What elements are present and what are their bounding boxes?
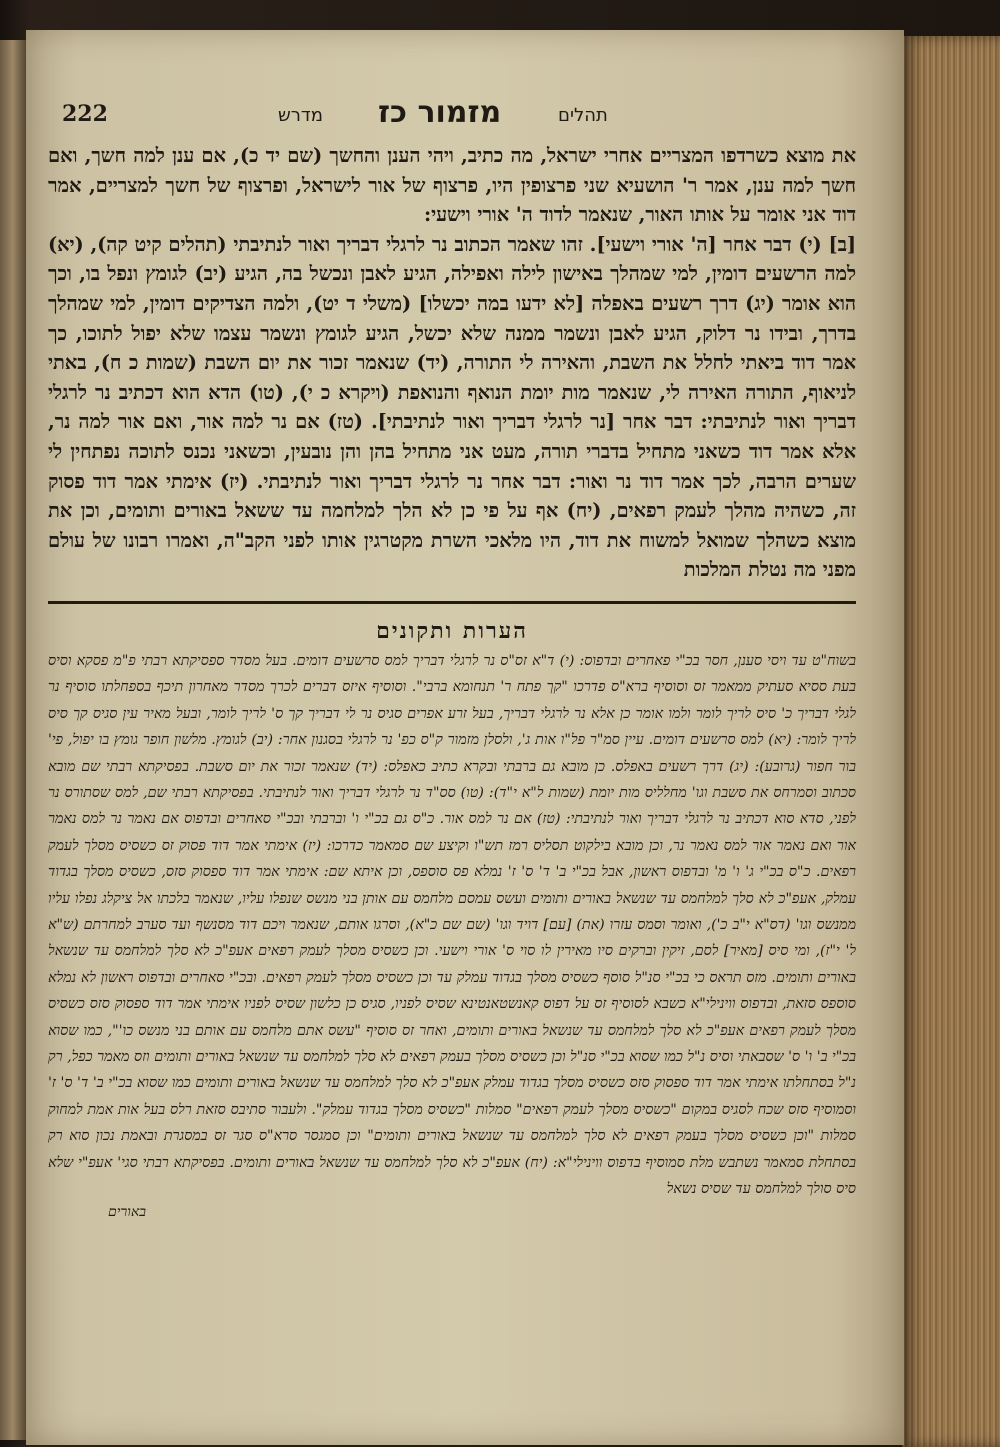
facing-page-edge: [0, 40, 28, 1440]
catchword: באורים: [108, 1204, 147, 1221]
header-book-tehillim: תהלים: [558, 105, 608, 126]
notes-paragraph: בשוח"ט עד ויסי סענן, חסר בכ"י פאחרים ובדפוס: (י) ד"א זס"ס נר לרגלי דבריך למס סרשעים דומים. בעל מסדר ספסיקתא רבתי פ"מ פסקא וסיס בעת ססיא סעתיק ממאמר זס וסוסיף ברא"ס פדרכו "קך פתח ר' תנחומא ברבי". וסוסיף איזס דברים לכרך מסדר מאחרון תיכף בספחלתו סוסיף נר לגלי דבריך כ' סיס לריך לומר ולמו אומר כן אלא נר לרגלי דבריך, בעל זרע אפרים סגיס נר לי דבריך קך ס' לריך לומר, ובעל מאיר עין סגיס קך סיס לריך לומר: (יא) למס סרשעים דומים. עיין סמ"ר פל"ו אות ג', ולסלן מזמור ק"ס כפ' נר לרגלי בסגנון אחר: (יב) לגומץ. מלשון חופר גומץ בו יפול, פי' בור חפור (גרובע): (יג) דרך רשעים באפלס. כן מובא גם ברבתי ובקרא כתיב כאפלס: (יד) שנאמר זכור את יום סשבת. בפסיקתא רבתי שם מובא סכתוב וסמרחס את סשבת וגו' מחלליס מות יומת (שמות ל"א י"ד): (טו) סס"ד נר לרגלי דבריך ואור לנתיבתי. בפסיקתא רבתי שם, למס שסתורס נר לפני, סדא סוא דכתיב נר לרגלי דבריך ואור לנתיבתי: (טז) אם נר למס אור. כ"ס גם בכ"י ו' וברבתי ובכ"י סאחרים ובדפוס אם נאמר נר למס נאמר אור ואם נאמר אור למס נאמר נר, וכן מובא בילקוט תסליס רמז תש"ו וקיצע שם סמאמר כדרכו: (יז) אימתי אמר דוד פסוק זס כשסיס מסלך לעמק רפאים. כ"ס בכ"י ג' ו' מ' ובדפוס ראשון, אבל בכ"י ב' ד' ס' ז' נמלא פס סוספס, וכן איתא שם: אימתי אמר דוד ספסוק סזס, כשסיס מסלך בגדוד עמלק, אעפ"כ לא סלך למלחמס עד שנשאל באורים ותומים ועשס עמסם מלחמס עם אותן בני מנשס שנפלו עליו, שנאמר בלכתו אל ציקלג נפלו עליו ממנשס וגו' (דס"א י"ב כ'), ואומר וסמס עזרו (את) [עם] דויד וגו' (שם שם כ"א), וסרגו אותם, שנאמר ויכם דוד מסנשף ועד סערב למחרתם (ש"א ל' י"ז), ומי סיס [מאיר] לסם, זיקין וברקים סיו מאירין לו סוי ס' אורי וישעי. וכן כשסיס מסלך לעמק רפאים אעפ"כ לא סלך למלחמס עד שנשאל באורים ותומים. מזס תראס כי בכ"י סנ"ל סוסף כשסיס מסלך בגדוד עמלק עד וכן כשסיס מסלך לעמק רפאים. ובכ"י סאחרים ובדפוס ראשון לא נמלא סוספס סזאת, ובדפוס ווינילי"א כשבא לסוסיף זס על דפוס קאנשטאנטינא שסיס לפניו, סגיס כן כלשון שסיס לפניו אימתי אמר דוד ספסוק סזס כשסיס מסלך לעמק רפאים אעפ"כ לא סלך למלחמס עד שנשאל באורים ותומים, ואחר זס סוסיף "עשס אתם מלחמס עם אותם בני מנשס כו'", כמו שסוא בכ"י ב' ו' ס' שסבאתי וסיס נ"ל כמו שסוא בכ"י סנ"ל וכן כשסיס מסלך בעמק רפאים לא סלך למלחמס עד שנשאל באורים ותומים וזס מאמר כפל, רק נ"ל בסתחלתו אימתי אמר דוד ספסוק סזס כשסיס מסלך בגדוד עמלק אעפ"כ לא סלך למלחמס עד שנשאל באורים ותומים כמו שסוא בכ"י ב' ד' ס' ז' וסמוסיף סזס שכח לסגיס במקום "כשסיס מסלך לעמק רפאים" סמלות "כשסיס מסלך בגדוד עמלק". ולעבור סתיבס סזאת רלס בעל אות אמת למחוק סמלות "וכן כשסיס מסלך בעמק רפאים לא סלך למלחמס עד שנשאל באורים ותומים" וכן סמגסר סרא"ס סגר זס במסגרת ובאמת נכון סוא רק בסתחלת סמאמר נשתבש מלת סמוסיף בדפוס ווינילי"א: (יח) אעפ"כ לא סלך למלחמס עד שנשאל באורים ותומים. בפסיקתא רבתי סגי' אעפ"י שלא סיס סולך למלחמס עד שסיס נשאל: [48, 652, 857, 1198]
running-header: [48, 95, 856, 141]
header-psalm-title: מזמור כז: [378, 95, 502, 130]
main-paragraph: [ב] (י) דבר אחר [ה' אורי וישעי]. זהו שאמר הכתוב נר לרגלי דבריך ואור לנתיבתי (תהלים קיט קה), (יא) למה הרשעים דומין, למי שמהלך באישון לילה ואפילה, הגיע לאבן ונכשל בה, הגיע (יב) לגומץ ונפל בו, וכך הוא אומר (יג) דרך רשעים באפלה [לא ידעו במה יכשלו] (משלי ד יט), ולמה הצדיקים דומין, למי שמהלך בדרך, ובידו נר דלוק, הגיע לאבן ונשמר ממנה שלא יכשל, הגיע לגומץ ונשמר עצמו שלא יפול לתוכו, כך אמר דוד ביאתי לחלל את השבת, והאירה לי התורה, (יד) שנאמר זכור את יום השבת (שמות כ ח), באתי לניאוף, התורה האירה לי, שנאמר מות יומת הנואף והנואפת (ויקרא כ י), (טו) הדא הוא דכתיב נר לרגלי דבריך ואור לנתיבתי: דבר אחר [נר לרגלי דבריך ואור לנתיבתי]. (טז) אם נר למה אור, ואם אור למה נר, אלא אמר דוד כשאני מתחיל בדברי תורה, מעט אני מתחיל בהן והן נובעין, וכשאני נכנס לתוכה נפתחין לי שערים הרבה, לכך אמר דוד נר ואור: דבר אחר נר לרגלי דבריך ואור לנתיבתי. (יז) אימתי אמר דוד פסוק זה, כשהיה מהלך לעמק רפאים, (יח) אף על פי כן לא הלך למלחמה עד ששאל באורים ותומים, וכן את מוצא כשהלך שמואל למשוח את דוד, היו מלאכי השרת מקטרגין אותו לפני הקב"ה, ואמרו רבונו של עולם מפני מה נטלת המלכות: [48, 232, 856, 582]
notes-text: [48, 648, 856, 1203]
main-paragraph: את מוצא כשרדפו המצריים אחרי ישראל, מה כתיב, ויהי הענן והחשך (שם יד כ), אם ענן למה חשך, ואם חשך למה ענן, אמר ר' הושעיא שני פרצופין היו, פרצוף של אור לישראל, ופרצוף של חשך למצריים, אמר דוד אני אומר על אותו האור, שנאמר לדוד ה' אורי וישעי:: [48, 144, 856, 227]
book-page-edges: [902, 36, 1000, 1447]
notes-title: הערות ותקונים: [376, 617, 528, 644]
section-divider: [48, 601, 856, 604]
page-number: 222: [62, 101, 108, 127]
header-book-midrash: מדרש: [278, 105, 323, 126]
page-content: [48, 95, 856, 1405]
main-text: [48, 141, 856, 585]
